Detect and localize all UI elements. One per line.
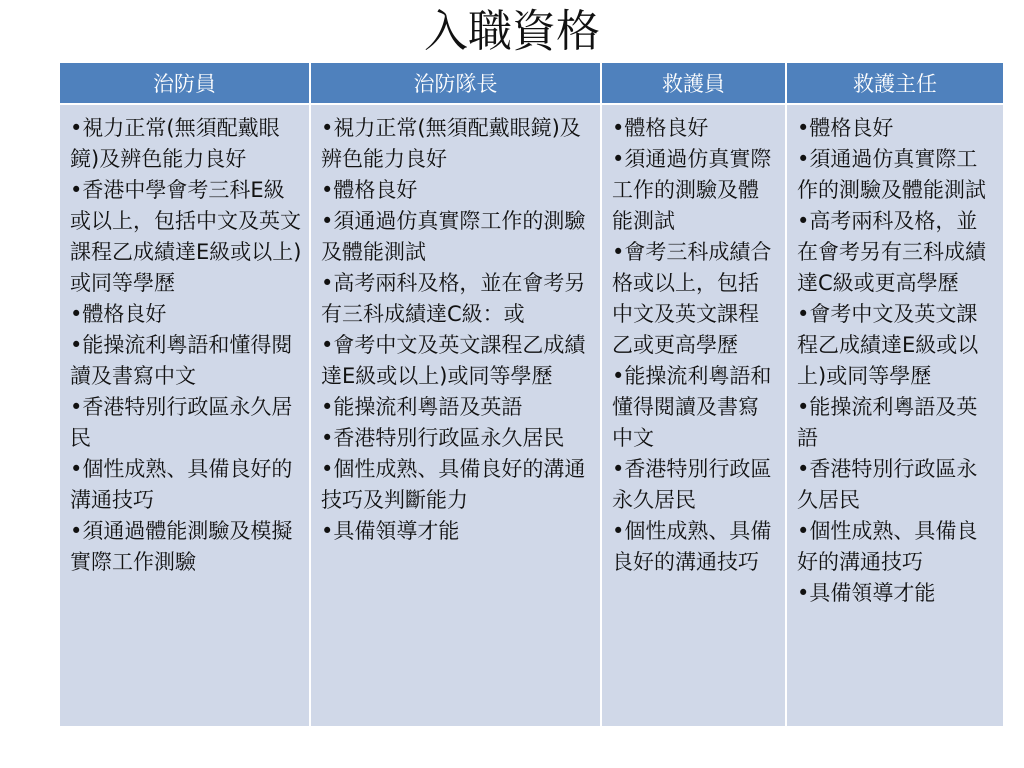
list-item: • 能操流利粵語及英語 (321, 392, 594, 423)
list-item: • 個性成熟、具備良好的溝通技巧及判斷能力 (321, 454, 594, 516)
column-ambulanceman (601, 104, 786, 726)
column-ambulance-officer (786, 104, 1003, 726)
list-item: • 視力正常(無須配戴眼鏡)及辨色能力良好 (70, 113, 303, 175)
list-item: • 體格良好 (321, 175, 594, 206)
list-item: • 能操流利粵語和懂得閱讀及書寫中文 (612, 361, 779, 454)
list-item: • 高考兩科及格，並在會考另有三科成績達C級：或 (321, 268, 594, 330)
requirement-list (321, 113, 594, 547)
table-row (60, 104, 1003, 726)
list-item: • 體格良好 (70, 299, 303, 330)
list-item: • 須通過仿真實際工作的測驗及體能測試 (612, 144, 779, 237)
list-item: • 會考三科成績合格或以上，包括中文及英文課程乙或更高學歷 (612, 237, 779, 361)
requirement-list (797, 113, 997, 609)
requirements-table (60, 63, 1003, 726)
list-item: • 須通過體能測驗及模擬實際工作測驗 (70, 516, 303, 578)
list-item: • 體格良好 (612, 113, 779, 144)
list-item: • 能操流利粵語和懂得閱讀及書寫中文 (70, 330, 303, 392)
header-ambulance-officer: 救護主任 (786, 63, 1003, 104)
slide-title: 入職資格 (424, 6, 600, 57)
list-item: • 香港特別行政區永久居民 (70, 392, 303, 454)
list-item: • 體格良好 (797, 113, 997, 144)
list-item: • 個性成熟、具備良好的溝通技巧 (612, 516, 779, 578)
list-item: • 視力正常(無須配戴眼鏡)及辨色能力良好 (321, 113, 594, 175)
list-item: • 個性成熟、具備良好的溝通技巧 (797, 516, 997, 578)
list-item: • 具備領導才能 (321, 516, 594, 547)
column-fire-captain (310, 104, 601, 726)
list-item: • 香港特別行政區永久居民 (321, 423, 594, 454)
list-item: • 會考中文及英文課程乙成績達E級或以上)或同等學歷 (797, 299, 997, 392)
list-item: • 會考中文及英文課程乙成績達E級或以上)或同等學歷 (321, 330, 594, 392)
list-item: • 香港特別行政區永久居民 (797, 454, 997, 516)
list-item: • 具備領導才能 (797, 578, 997, 609)
list-item: • 高考兩科及格，並在會考另有三科成績達C級或更高學歷 (797, 206, 997, 299)
header-fire-captain: 治防隊長 (310, 63, 601, 104)
list-item: • 香港特別行政區永久居民 (612, 454, 779, 516)
column-fireman (60, 104, 310, 726)
table-header-row (60, 63, 1003, 104)
header-fireman: 治防員 (60, 63, 310, 104)
list-item: • 須通過仿真實際工作的測驗及體能測試 (797, 144, 997, 206)
list-item: • 個性成熟、具備良好的溝通技巧 (70, 454, 303, 516)
requirement-list (70, 113, 303, 578)
requirement-list (612, 113, 779, 578)
list-item: • 須通過仿真實際工作的測驗及體能測試 (321, 206, 594, 268)
header-ambulanceman: 救護員 (601, 63, 786, 104)
list-item: • 能操流利粵語及英語 (797, 392, 997, 454)
list-item: • 香港中學會考三科E級或以上，包括中文及英文課程乙成績達E級或以上)或同等學歷 (70, 175, 303, 299)
